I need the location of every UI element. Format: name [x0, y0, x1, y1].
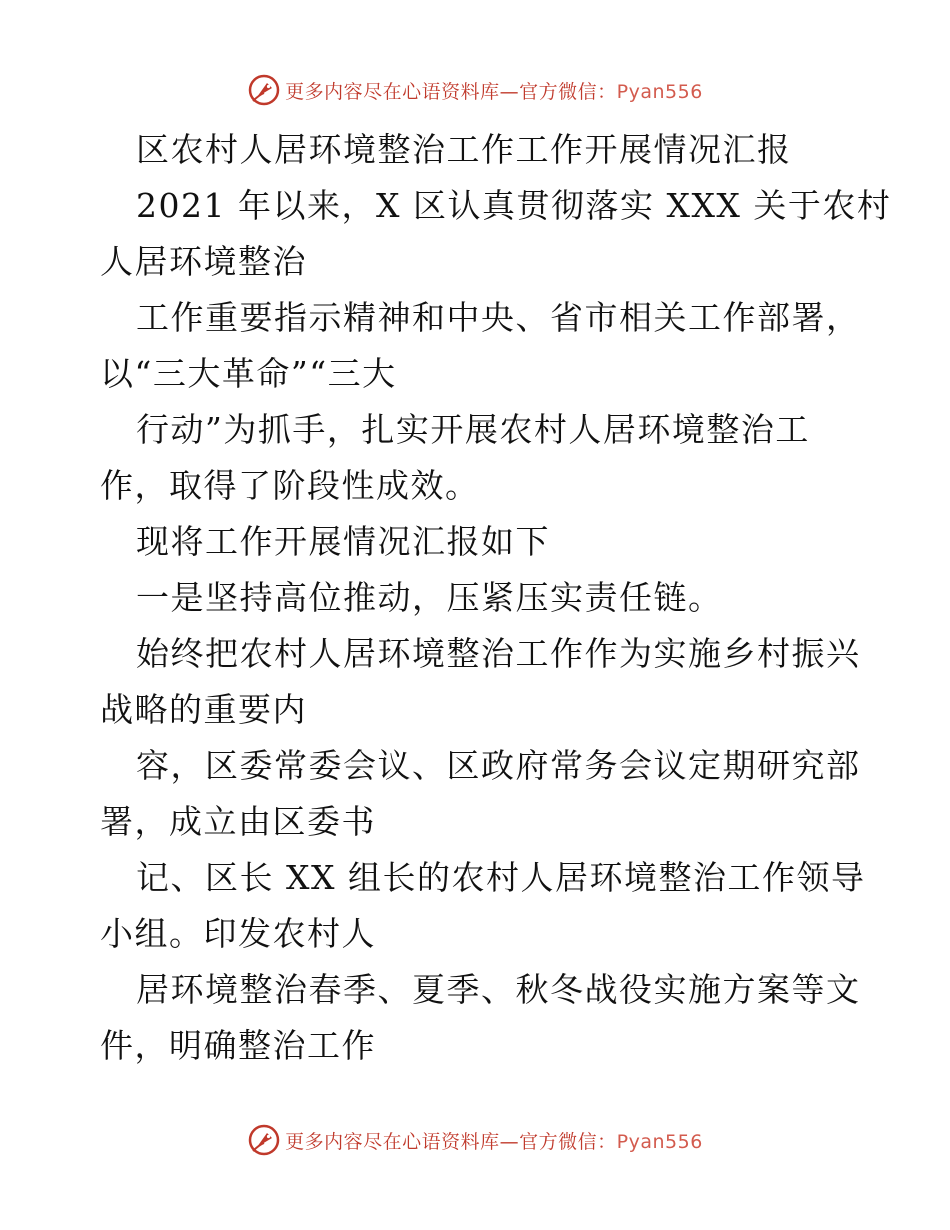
- paragraph-line: 现将工作开展情况汇报如下: [136, 522, 550, 561]
- paragraph-line: 作，取得了阶段性成效。: [100, 466, 480, 505]
- paragraph-line: 行动”为抓手，扎实开展农村人居环境整治工: [136, 410, 810, 449]
- section-heading: 一是坚持高位推动，压紧压实责任链。: [136, 578, 723, 617]
- paragraph-line: 以“三大革命”“三大: [100, 354, 397, 393]
- wechat-account: Pyan556: [616, 1130, 703, 1153]
- paragraph-line: 战略的重要内: [100, 690, 307, 729]
- paragraph-line: 件，明确整治工作: [100, 1026, 376, 1065]
- header-banner: [0, 70, 950, 110]
- paragraph-line: 小组。印发农村人: [100, 914, 376, 953]
- paragraph-line: 2021 年以来，X 区认真贯彻落实 XXX 关于农村: [136, 186, 892, 225]
- paragraph-line: 始终把农村人居环境整治工作作为实施乡村振兴: [136, 634, 861, 673]
- paragraph-line: 居环境整治春季、夏季、秋冬战役实施方案等文: [136, 970, 861, 1009]
- wechat-account: Pyan556: [616, 80, 703, 103]
- paragraph-line: 工作重要指示精神和中央、省市相关工作部署，: [136, 298, 861, 337]
- document-title: 区农村人居环境整治工作工作开展情况汇报: [136, 130, 792, 169]
- pen-nib-logo-icon: [247, 1123, 281, 1157]
- paragraph-line: 容，区委常委会议、区政府常务会议定期研究部: [136, 746, 861, 785]
- banner-text: 更多内容尽在心语资料库—官方微信：Pyan556: [285, 1130, 703, 1153]
- pen-nib-logo-icon: [247, 73, 281, 107]
- banner-text: 更多内容尽在心语资料库—官方微信：Pyan556: [285, 80, 703, 103]
- paragraph-line: 人居环境整治: [100, 242, 307, 281]
- paragraph-line: 署，成立由区委书: [100, 802, 376, 841]
- document-body: [100, 122, 892, 1074]
- footer-banner: [0, 1120, 950, 1160]
- paragraph-line: 记、区长 XX 组长的农村人居环境整治工作领导: [136, 858, 866, 897]
